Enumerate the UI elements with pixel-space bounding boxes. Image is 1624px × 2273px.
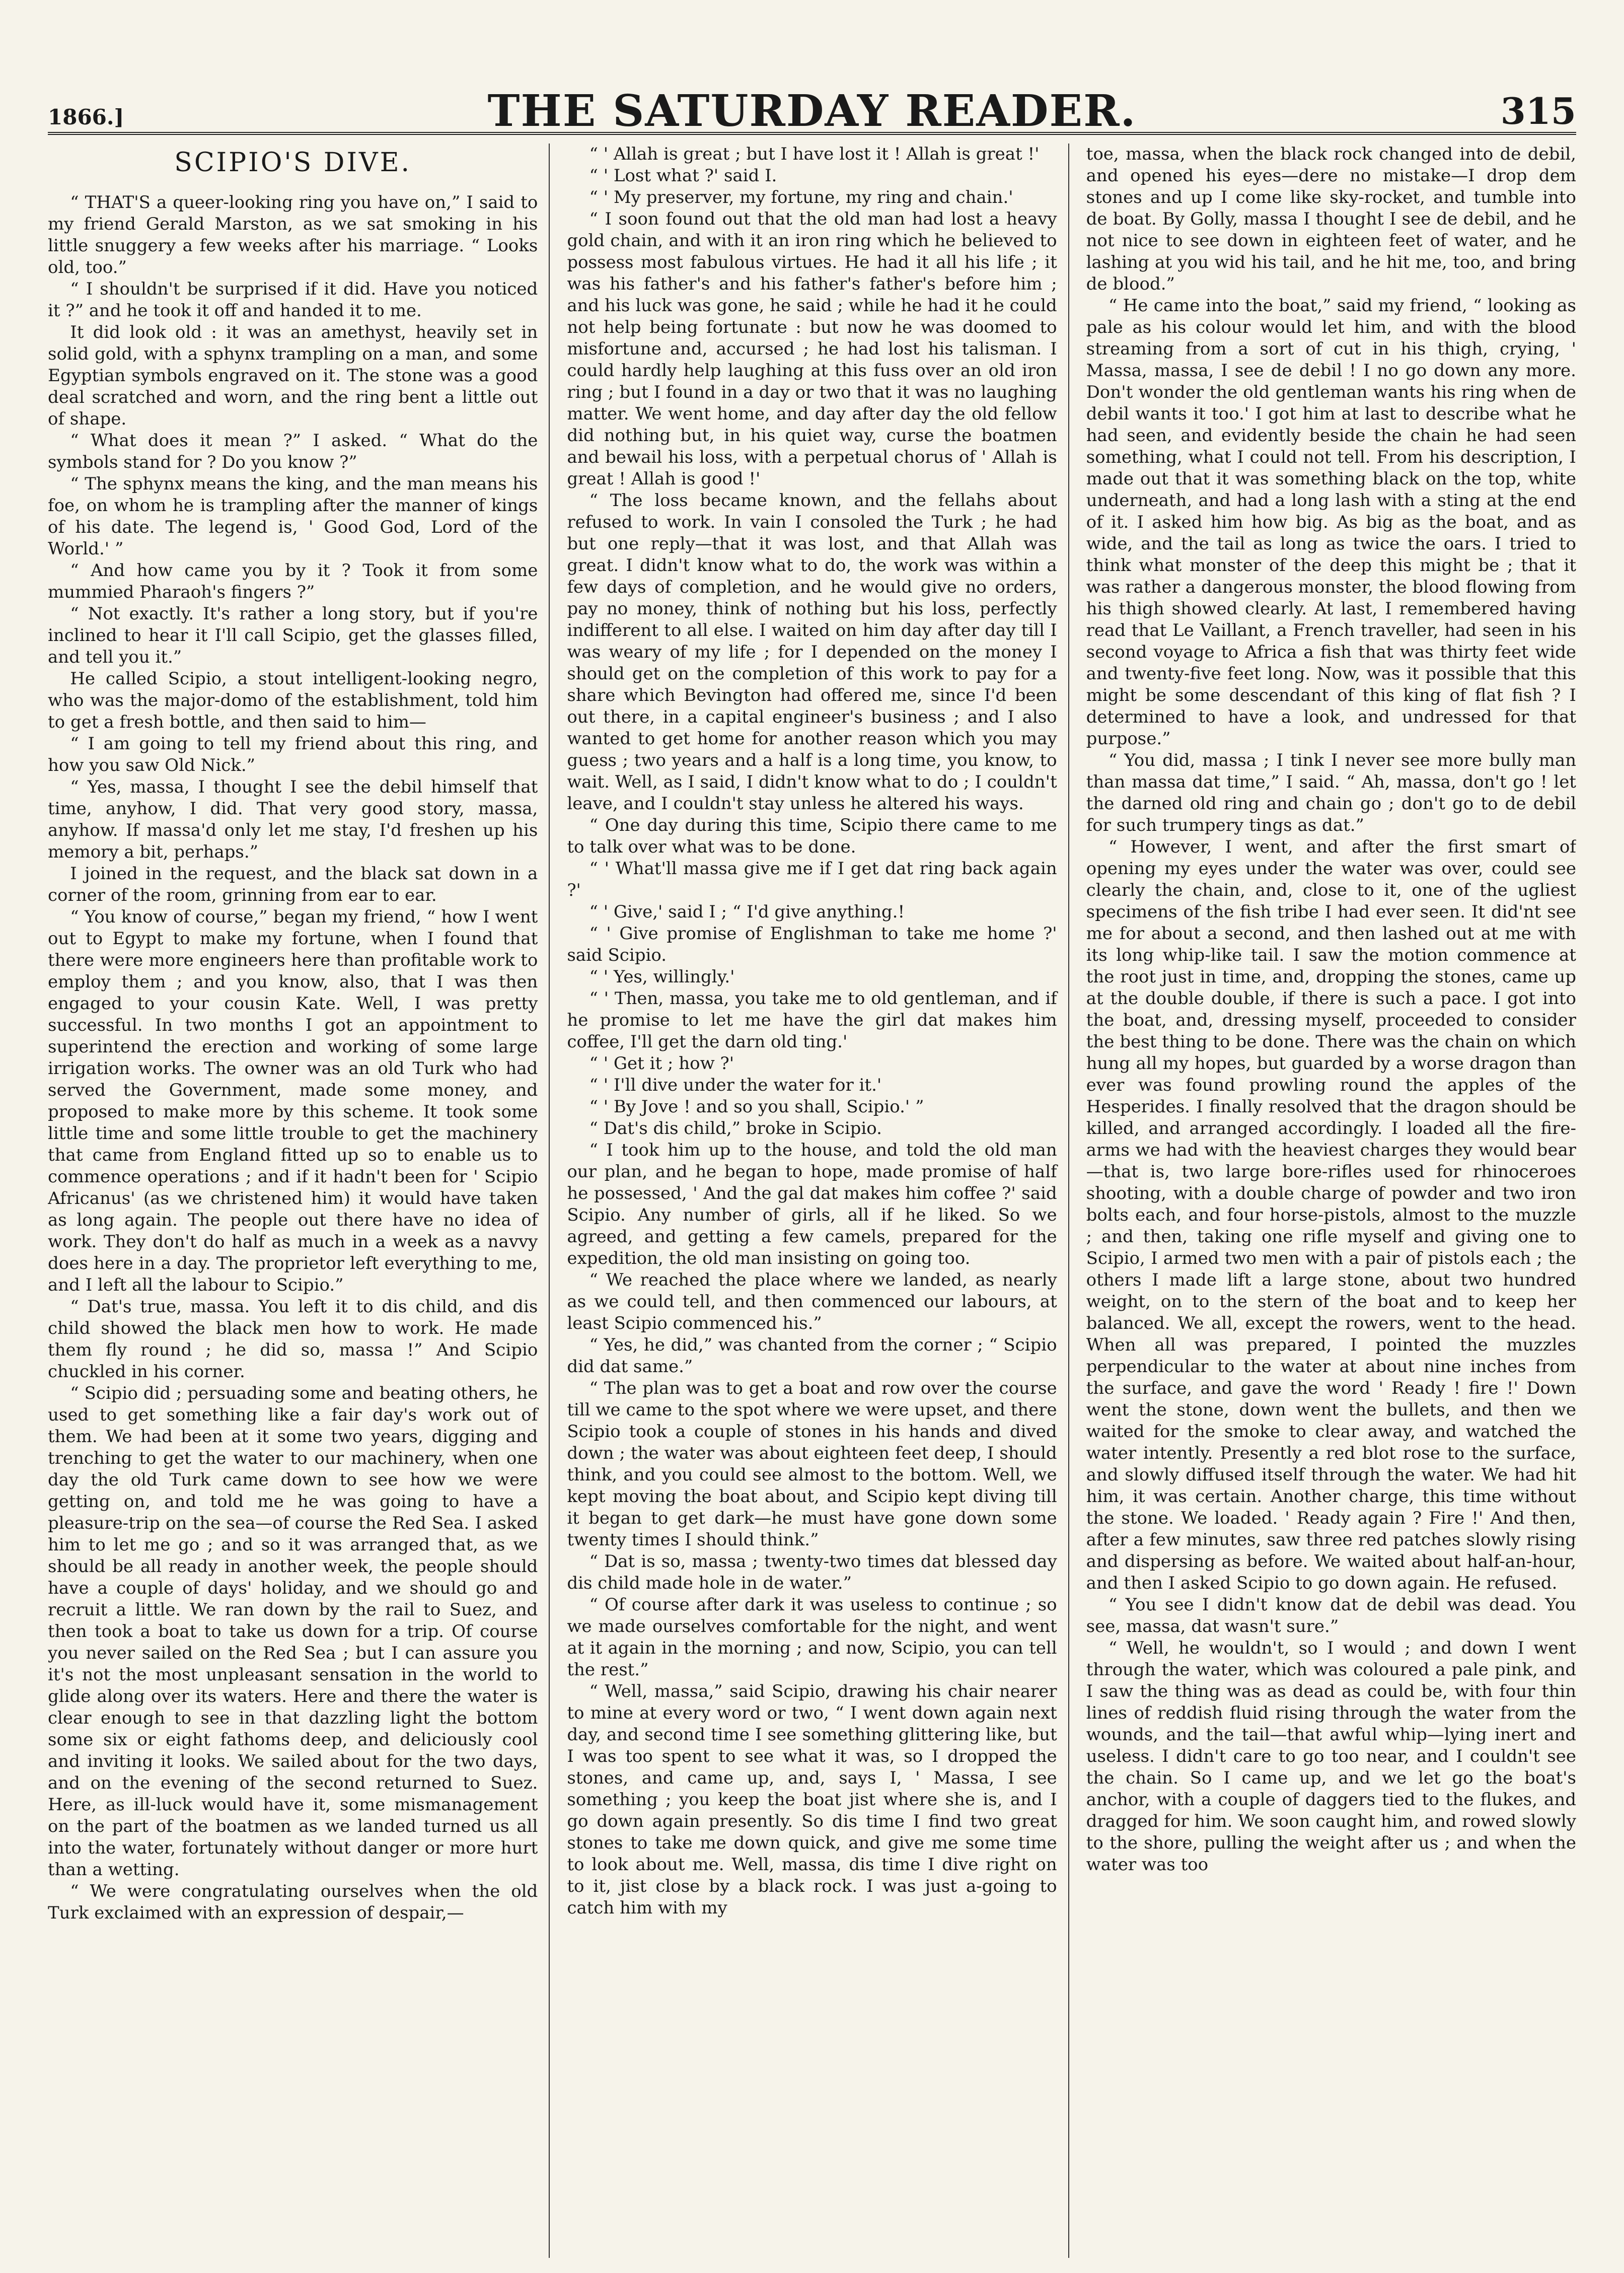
paragraph: “ You did, massa ; I tink I never see more bully man than massa dat time,” I said. “ Ah, massa, don't go ! let the darned old ring and chain go ; don't go to de debil for such trumpery tings as dat.” [1086, 750, 1576, 835]
paragraph: “ ' Allah is great ; but I have lost it ! Allah is great !' [589, 144, 1040, 164]
paragraph: “ ' Lost what ?' said I. [589, 166, 777, 186]
page-number: 315 [1500, 90, 1576, 132]
paragraph: “ Well, massa,” said Scipio, drawing his chair nearer to mine at every word or two, “ I went down again next day, and second time I see something glittering like, but I was too spent to see what it was, so I dropped the stones, and came up, and, says I, ' Massa, I see something ; you keep the boat jist where she is, and I go down again presently. So dis time I find two great stones to take me down quick, and give me some time to look about me. Well, massa, dis time I dive right on to it, jist close by a black rock. I was just a-going to catch him with my [567, 1681, 1057, 1918]
paragraph: “ I shouldn't be surprised if it did. Have you noticed it ?” and he took it off and handed it to me. [48, 278, 538, 321]
paragraph: “ ' By Jove ! and so you shall, Scipio.' ” [589, 1097, 924, 1117]
paragraph: “ We were congratulating ourselves when the old Turk exclaimed with an expression of despair,— [48, 1881, 538, 1923]
paragraph: “ What does it mean ?” I asked. “ What do the symbols stand for ? Do you know ?” [48, 430, 538, 472]
article-title: SCIPIO'S DIVE. [174, 148, 412, 178]
paragraph: “ Well, he wouldn't, so I would ; and down I went through the water, which was coloured a pale pink, and I saw the thing was as dead as could be, with four thin lines of reddish fluid rising through the water from the wounds, and the tail—that awful whip—lying inert and useless. I didn't care to go too near, and I couldn't see the chain. So I came up, and we let go the boat's anchor, with a couple of daggers tied to the flukes, and dragged for him. We soon caught him, and rowed slowly to the shore, pulling the weight after us ; and when the water was too [1086, 1638, 1576, 1875]
header-year: 1866.] [48, 105, 124, 129]
paragraph: It did look old : it was an amethyst, heavily set in solid gold, with a sphynx trampling on a man, and some Egyptian symbols engraved on it. The stone was a good deal scratched and worn, and the ring bent a little out of shape. [48, 322, 538, 429]
paragraph: He called Scipio, a stout intelligent-looking negro, who was the major-domo of the establishment, told him to get a fresh bottle, and then said to him— [48, 668, 538, 732]
paragraph: “ The plan was to get a boat and row over the course till we came to the spot where we were upset, and there Scipio took a couple of stones in his hands and dived down ; the water was about eighteen feet deep, I should think, and you could see almost to the bottom. Well, we kept moving the boat about, and Scipio kept diving till it began to get dark—he must have gone down some twenty times I should think.” [567, 1378, 1057, 1550]
paragraph: “ Scipio did ; persuading some and beating others, he used to get something like a fair day's work out of them. We had been at it some two years, digging and trenching to get the water to our machinery, when one day the old Turk came down to see how we were getting on, and told me he was going to have a pleasure-trip on the sea—of course the Red Sea. I asked him to let me go ; and so it was arranged that, as we should be all ready in another week, the people should have a couple of days' holiday, and we should go and recruit a little. We ran down by the rail to Suez, and then took a boat to take us down for a trip. Of course you never sailed on the Red Sea ; but I can assure you it's not the most unpleasant sensation in the world to glide along over its waters. Here and there the water is clear enough to see in that dazzling light the bottom some six or eight fathoms deep, and deliciously cool and inviting it looks. We sailed about for the two days, and on the evening of the second returned to Suez. Here, as ill-luck would have it, some mismanagement on the part of the boatmen as we landed turned us all into the water, fortunately without danger or more hurt than a wetting. [48, 1383, 538, 1880]
paragraph: “ You see I didn't know dat de debil was dead. You see, massa, dat wasn't sure.” [1086, 1595, 1576, 1637]
paragraph: “ You know of course,” began my friend, “ how I went out to Egypt to make my fortune, when I found that there were more engineers here than profitable work to employ them ; and you know, also, that I was then engaged to your cousin Kate. Well, I was pretty successful. In two months I got an appointment to superintend the erection and working of some large irrigation works. The owner was an old Turk who had served the Government, made some money, and proposed to make more by this scheme. It took some little time and some little trouble to get the machinery that came from England fitted up so to enable us to commence operations ; and if it hadn't been for ' Scipio Africanus' (as we christened him) it would have taken as long again. The people out there have no idea of work. They don't do half as much in a week as a navvy does here in a day. The proprietor left everything to me, and I left all the labour to Scipio.” [48, 906, 538, 1295]
paragraph: “ Yes, massa, I thought I see the debil himself that time, anyhow, I did. That very good story, massa, anyhow. If massa'd only let me stay, I'd freshen up his memory a bit, perhaps.” [48, 776, 538, 862]
paragraph: “ ' What'll massa give me if I get dat ring back again ?' [567, 859, 1057, 900]
paragraph: “ ' Get it ; how ?' [589, 1053, 734, 1074]
paragraph: “ The loss became known, and the fellahs about refused to work. In vain I consoled the Turk ; he had but one reply—that it was lost, and that Allah was great. I didn't know what to do, the work was within a few days of completion, and he would give no orders, pay no money, think of nothing but his loss, perfectly indifferent to all else. I waited on him day after day till I was weary of my life ; for I depended on the money I should get on the completion of this work to pay for a share which Bevington had offered me, since I'd been out there, in a capital engineer's business ; and I also wanted to get home for another reason which you may guess ; two years and a half is a long time, you know, to wait. Well, as I said, I didn't know what to do ; I couldn't leave, and I couldn't stay unless he altered his ways. [567, 490, 1057, 814]
paragraph: I joined in the request, and the black sat down in a corner of the room, grinning from ear to ear. [48, 863, 538, 905]
paragraph: “ Dat is so, massa ; twenty-two times dat blessed day dis child made hole in de water.” [567, 1551, 1057, 1593]
header-rule [48, 132, 1576, 140]
paragraph: “ One day during this time, Scipio there came to me to talk over what was to be done. [567, 815, 1057, 857]
column-2 [567, 144, 1069, 2258]
paragraph: “ Of course after dark it was useless to continue ; so we made ourselves comfortable for the night, and went at it again in the morning ; and now, Scipio, you can tell the rest.” [567, 1595, 1057, 1680]
paragraph: “ I soon found out that the old man had lost a heavy gold chain, and with it an iron ring which he believed to possess most fabulous virtues. He had it all his life ; it was his father's and his father's father's before him ; and his luck was gone, he said ; while he had it he could not help being fortunate : but now he was doomed to misfortune and, accursed ; he had lost his talisman. I could hardly help laughing at this fuss over an old iron ring ; but I found in a day or two that it was no laughing matter. We went home, and day after day the old fellow did nothing but, in his quiet way, curse the boatmen and bewail his loss, with a perpetual chorus of ' Allah is great ! Allah is good !' [567, 209, 1057, 489]
paragraph: “ And how came you by it ? Took it from some mummied Pharaoh's fingers ?” [48, 560, 538, 602]
column-3 [1086, 144, 1576, 2258]
paragraph: “ ' Give,' said I ; “ I'd give anything.! [589, 902, 905, 922]
paragraph: “ I took him up to the house, and told the old man our plan, and he began to hope, made promise of half he possessed, ' And the gal dat makes him coffee ?' said Scipio. Any number of girls, all if he liked. So we agreed, and getting a few camels, prepared for the expedition, the old man insisting on going too. [567, 1140, 1057, 1268]
paragraph: “ Dat's true, massa. You left it to dis child, and dis child showed the black men how to work. He made them fly round ; he did so, massa !” And Scipio chuckled in his corner. [48, 1296, 538, 1382]
column-1 [48, 144, 550, 2258]
paragraph: “ ' Then, massa, you take me to old gentleman, and if he promise to let me have the girl dat makes him coffee, I'll get the darn old ting.' [567, 988, 1057, 1052]
paragraph: “ ' I'll dive under the water for it.' [589, 1075, 882, 1095]
paragraph: “ I am going to tell my friend about this ring, and how you saw Old Nick.” [48, 733, 538, 775]
paragraph: “ Dat's dis child,” broke in Scipio. [589, 1118, 882, 1139]
paragraph: “ THAT'S a queer-looking ring you have on,” I said to my friend Gerald Marston, as we sat smoking in his little snuggery a few weeks after his marriage. “ Looks old, too.” [48, 192, 538, 277]
paragraph: “ He came into the boat,” said my friend, “ looking as pale as his colour would let him, and with the blood streaming from a sort of cut in his thigh, crying, ' Massa, massa, I see de debil ! I no go down any more. Don't wonder the old gentleman wants his ring when de debil wants it too.' I got him at last to describe what he had seen, and evidently beside the chain he had seen something, what I could not tell. From his description, I made out that it was something black on the top, white underneath, and had a long lash with a sting at the end of it. I asked him how big. As big as the boat, and as wide, and the tail as long as twice the oars. I tried to think what monster of the deep this might be ; that it was rather a dangerous monster, the blood flowing from his thigh showed clearly. At last, I remembered having read that Le Vaillant, a French traveller, had seen in his second voyage to Africa a fish that was thirty feet wide and twenty-five feet long. Now, was it possible that this might be some descendant of this king of flat fish ? I determined to have a look, and undressed for that purpose.” [1086, 296, 1576, 749]
header-title: THE SATURDAY READER. [487, 86, 1137, 136]
article-columns [48, 144, 1576, 2258]
paragraph: “ Yes, he did,” was chanted from the corner ; “ Scipio did dat same.” [567, 1335, 1057, 1377]
paragraph: “ We reached the place where we landed, as nearly as we could tell, and then commenced our labours, at least Scipio commenced his.” [567, 1270, 1057, 1333]
paragraph: “ ' Yes, willingly.' [589, 967, 735, 987]
paragraph: “ ' Give promise of Englishman to take me home ?' said Scipio. [567, 924, 1057, 965]
paragraph: “ However, I went, and after the first smart of opening my eyes under the water was over, could see clearly the chain, and, close to it, one of the ugliest specimens of the fish tribe I had ever seen. It did'nt see me for about a second, and then lashed out at me with its long whip-like tail. I saw the motion commence at the root just in time, and, dropping the stones, came up at the double double, if there is such a pace. I got into the boat, and, dressing myself, proceeded to consider the best thing to be done. There was the chain on which hung all my hopes, but guarded by a worse dragon than ever was found prowling round the apples of the Hesperides. I finally resolved that the dragon should be killed, and arranged accordingly. I loaded all the fire-arms we had with the heaviest charges they would bear—that is, two large bore-rifles used for rhinoceroes shooting, with a double charge of powder and two iron bolts each, and four horse-pistols, almost to the muzzle ; and then, taking one rifle myself and giving one to Scipio, I armed two men with a pair of pistols each ; the others I made lift a large stone, about two hundred weight, on to the stern of the boat and to keep her balanced. We all, except the rowers, went to the head. When all was prepared, I pointed the muzzles perpendicular to the water at about nine inches from the surface, and gave the word ' Ready ! fire !' Down went the stone, down went the bullets, and then we waited for the smoke to clear away, and watched the water intently. Presently a red blot rose to the surface, and slowly diffused itself through the water. We had hit him, it was certain. Another charge, this time without the stone. We loaded. ' Ready again ? Fire !' And then, after a few minutes, saw three red patches slowly rising and dispersing as before. We waited about half-an-hour, and then I asked Scipio to go down again. He refused. [1086, 837, 1576, 1593]
paragraph: “ The sphynx means the king, and the man means his foe, on whom he is trampling after the manner of kings of his date. The legend is, ' Good God, Lord of the World.' ” [48, 473, 538, 559]
paragraph: “ Not exactly. It's rather a long story, but if you're inclined to hear it I'll call Scipio, get the glasses filled, and tell you it.” [48, 603, 538, 667]
paragraph: “ ' My preserver, my fortune, my ring and chain.' [589, 187, 1013, 207]
paragraph: toe, massa, when the black rock changed into de debil, and opened his eyes—dere no mistake—I drop dem stones and up I come like sky-rocket, and tumble into de boat. By Golly, massa I thought I see de debil, and he not nice to see down in eighteen feet of water, and he lashing at you wid his tail, and he hit me, too, and bring de blood.” [1086, 144, 1576, 294]
